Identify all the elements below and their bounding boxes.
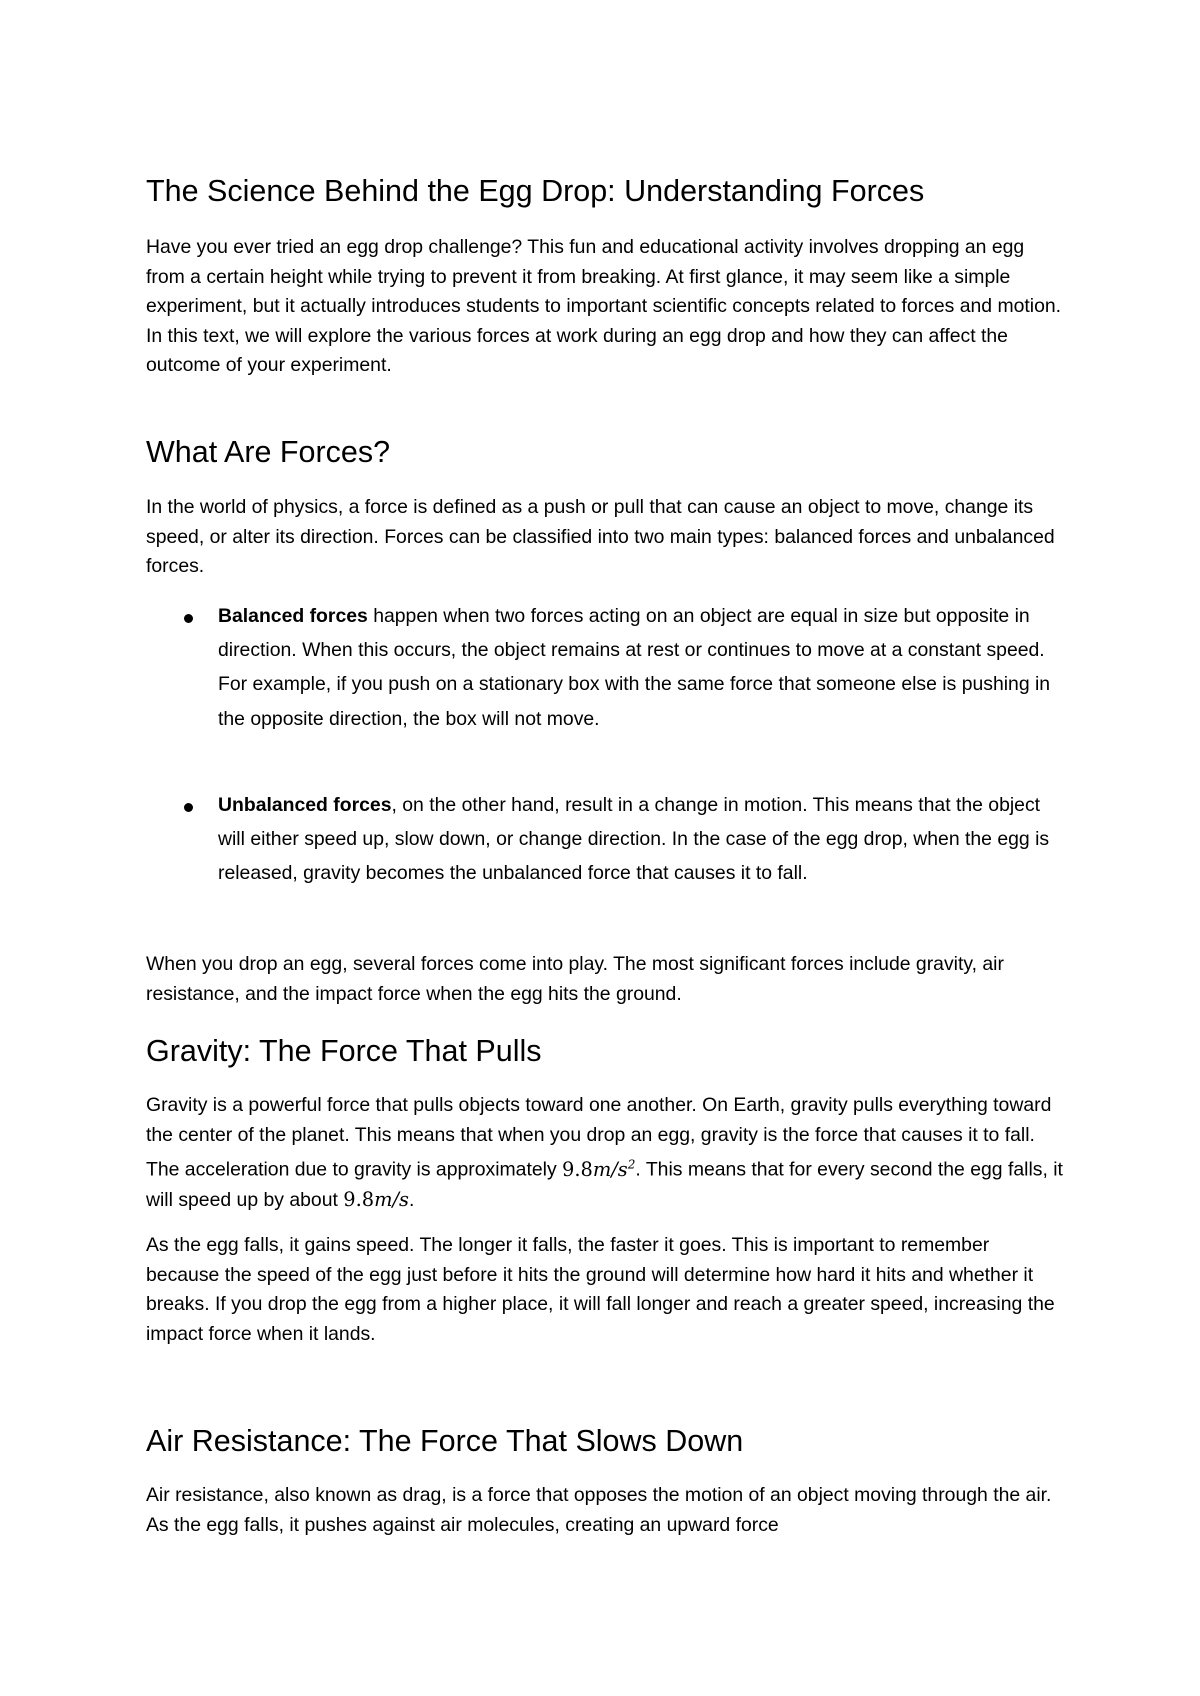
- speed-value: 9.8: [343, 1188, 375, 1212]
- forces-closing-paragraph: When you drop an egg, several forces come into play. The most significant forces include gravity, air resistance, and the impact force when the egg hits the ground.: [146, 953, 1004, 1005]
- document-title: The Science Behind the Egg Drop: Understanding Forces: [146, 174, 925, 208]
- bullet-dot-icon: [184, 614, 193, 623]
- acceleration-exponent: 2: [627, 1157, 636, 1172]
- gravity-acceleration-formula: [562, 1158, 635, 1181]
- gravity-text-3: .: [409, 1189, 415, 1212]
- bullet-dot-icon: [184, 803, 193, 812]
- bullet-unbalanced-forces: [218, 788, 1068, 891]
- bullet-text: , on the other hand, result in a change in motion. This means that the object will either speed up, slow down, or change direction. In the case of the egg drop, when the egg is released, gravity becomes the unbalanced force that causes it to fall.: [218, 794, 1050, 885]
- gravity-paragraph-2: As the egg falls, it gains speed. The longer it falls, the faster it goes. This is important to remember because the speed of the egg just before it hits the ground will determine how hard it hits and whether it breaks. If you drop the egg from a higher place, it will fall longer and reach a greater speed, increasing the impact force when it lands.: [146, 1234, 1055, 1345]
- bullet-term: Unbalanced forces: [218, 794, 392, 816]
- heading-gravity: Gravity: The Force That Pulls: [146, 1034, 542, 1068]
- acceleration-value: 9.8: [562, 1157, 593, 1181]
- heading-what-are-forces: What Are Forces?: [146, 435, 391, 469]
- air-resistance-paragraph: Air resistance, also known as drag, is a force that opposes the motion of an object moving through the air. As the egg falls, it pushes against air molecules, creating an upward force: [146, 1484, 1052, 1536]
- intro-paragraph: Have you ever tried an egg drop challenge? This fun and educational activity involves dropping an egg from a certain height while trying to prevent it from breaking. At first glance, it may seem like a simple experiment, but it actually introduces students to important scientific concepts related to forces and motion. In this text, we will explore the various forces at work during an egg drop and how they can affect the outcome of your experiment.: [146, 236, 1062, 377]
- acceleration-unit: m/s: [592, 1157, 628, 1181]
- gravity-speed-formula: [343, 1188, 409, 1211]
- gravity-text-2: . This means that for every second the egg falls, it will speed up by about: [146, 1158, 1063, 1212]
- bullet-term: Balanced forces: [218, 605, 368, 627]
- speed-unit: m/s: [374, 1188, 409, 1212]
- bullet-text: happen when two forces acting on an object are equal in size but opposite in direction. When this occurs, the object remains at rest or continues to move at a constant speed. For example, if you push on a stationary box with the same force that someone else is pushing in the opposite direction, the box will not move.: [218, 605, 1051, 730]
- heading-air-resistance: Air Resistance: The Force That Slows Down: [146, 1424, 744, 1458]
- gravity-text-1: Gravity is a powerful force that pulls objects toward one another. On Earth, gravity pulls everything toward the center of the planet. This means that when you drop an egg, gravity is the force that causes it to fall. The acceleration due to gravity is approximately: [146, 1094, 1052, 1181]
- forces-definition-paragraph: In the world of physics, a force is defined as a push or pull that can cause an object to move, change its speed, or alter its direction. Forces can be classified into two main types: balanced forces and unbalanced forces.: [146, 496, 1055, 578]
- bullet-balanced-forces: [218, 599, 1068, 736]
- gravity-paragraph-1: [146, 1091, 1066, 1216]
